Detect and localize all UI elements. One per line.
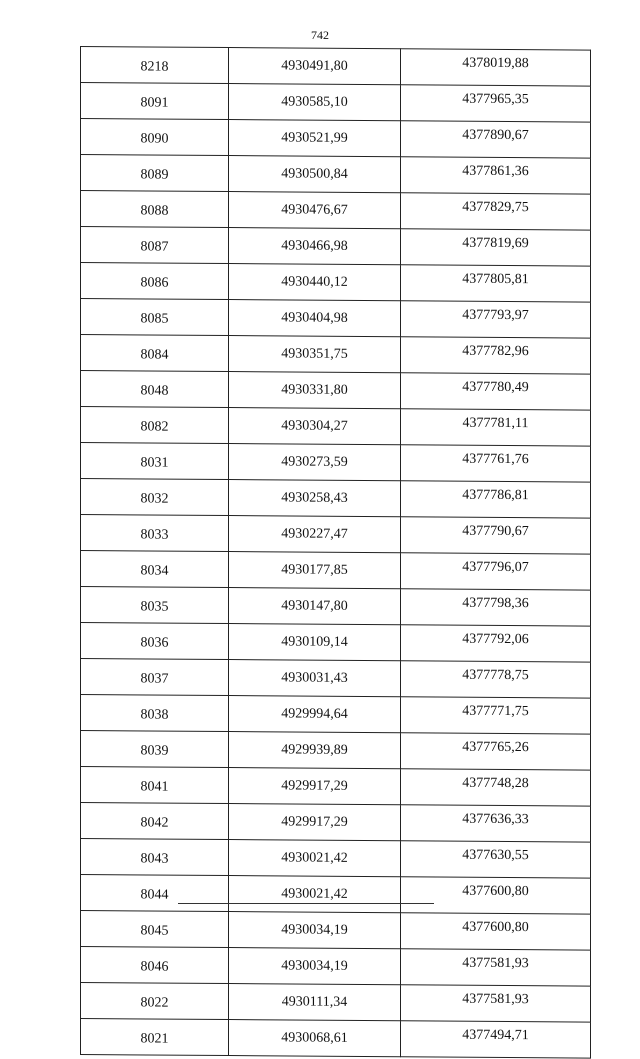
point-number-cell: 8044 (81, 875, 229, 912)
point-number-cell: 8034 (81, 551, 229, 588)
y-coordinate-cell: 4378019,88 (401, 49, 591, 86)
y-coordinate-cell: 4377581,93 (401, 985, 591, 1022)
y-coordinate-cell: 4377778,75 (401, 661, 591, 698)
y-coordinate-cell: 4377796,07 (401, 553, 591, 590)
x-coordinate-cell: 4930031,43 (229, 660, 401, 697)
point-number-cell: 8041 (81, 767, 229, 804)
table-row (81, 371, 591, 411)
point-number-cell: 8046 (81, 947, 229, 984)
y-coordinate-cell: 4377829,75 (401, 193, 591, 230)
x-coordinate-cell: 4930227,47 (229, 516, 401, 553)
table-row (81, 83, 591, 123)
point-number-cell: 8038 (81, 695, 229, 732)
coordinates-table-body (81, 47, 591, 1059)
y-coordinate-cell: 4377630,55 (401, 841, 591, 878)
table-row (81, 767, 591, 807)
point-number-cell: 8042 (81, 803, 229, 840)
x-coordinate-cell: 4930351,75 (229, 336, 401, 373)
table-row (81, 443, 591, 483)
point-number-cell: 8086 (81, 263, 229, 300)
point-number-cell: 8085 (81, 299, 229, 336)
y-coordinate-cell: 4377761,76 (401, 445, 591, 482)
y-coordinate-cell: 4377790,67 (401, 517, 591, 554)
point-number-cell: 8048 (81, 371, 229, 408)
table-row (81, 119, 591, 159)
table-row (81, 155, 591, 195)
y-coordinate-cell: 4377890,67 (401, 121, 591, 158)
x-coordinate-cell: 4930466,98 (229, 228, 401, 265)
y-coordinate-cell: 4377771,75 (401, 697, 591, 734)
x-coordinate-cell: 4930440,12 (229, 264, 401, 301)
y-coordinate-cell: 4377819,69 (401, 229, 591, 266)
point-number-cell: 8022 (81, 983, 229, 1020)
table-row (81, 587, 591, 627)
x-coordinate-cell: 4930331,80 (229, 372, 401, 409)
point-number-cell: 8031 (81, 443, 229, 480)
table-row (81, 875, 591, 915)
y-coordinate-cell: 4377965,35 (401, 85, 591, 122)
point-number-cell: 8087 (81, 227, 229, 264)
page-number: 742 (311, 28, 329, 42)
point-number-cell: 8043 (81, 839, 229, 876)
y-coordinate-cell: 4377636,33 (401, 805, 591, 842)
table-row (81, 839, 591, 879)
table-row (81, 191, 591, 231)
x-coordinate-cell: 4929917,29 (229, 768, 401, 805)
table-row (81, 479, 591, 519)
point-number-cell: 8088 (81, 191, 229, 228)
y-coordinate-cell: 4377600,80 (401, 877, 591, 914)
y-coordinate-cell: 4377782,96 (401, 337, 591, 374)
x-coordinate-cell: 4930109,14 (229, 624, 401, 661)
y-coordinate-cell: 4377786,81 (401, 481, 591, 518)
x-coordinate-cell: 4930304,27 (229, 408, 401, 445)
x-coordinate-cell: 4930021,42 (229, 840, 401, 877)
y-coordinate-cell: 4377494,71 (401, 1021, 591, 1058)
table-row (81, 227, 591, 267)
table-row (81, 695, 591, 735)
table-row (81, 551, 591, 591)
point-number-cell: 8091 (81, 83, 229, 120)
y-coordinate-cell: 4377861,36 (401, 157, 591, 194)
y-coordinate-cell: 4377805,81 (401, 265, 591, 302)
table-row (81, 299, 591, 339)
y-coordinate-cell: 4377781,11 (401, 409, 591, 446)
point-number-cell: 8039 (81, 731, 229, 768)
x-coordinate-cell: 4930491,80 (229, 48, 401, 85)
x-coordinate-cell: 4929939,89 (229, 732, 401, 769)
table-row (81, 659, 591, 699)
x-coordinate-cell: 4930258,43 (229, 480, 401, 517)
table-row (81, 47, 591, 87)
table-row (81, 263, 591, 303)
point-number-cell: 8033 (81, 515, 229, 552)
y-coordinate-cell: 4377798,36 (401, 589, 591, 626)
point-number-cell: 8036 (81, 623, 229, 660)
table-row (81, 731, 591, 771)
table-row (81, 515, 591, 555)
point-number-cell: 8021 (81, 1019, 229, 1056)
coordinates-table (80, 46, 591, 1059)
table-row (81, 623, 591, 663)
table-row (81, 803, 591, 843)
point-number-cell: 8089 (81, 155, 229, 192)
point-number-cell: 8084 (81, 335, 229, 372)
point-number-cell: 8045 (81, 911, 229, 948)
x-coordinate-cell: 4930404,98 (229, 300, 401, 337)
x-coordinate-cell: 4930500,84 (229, 156, 401, 193)
table-row (81, 947, 591, 987)
point-number-cell: 8032 (81, 479, 229, 516)
y-coordinate-cell: 4377792,06 (401, 625, 591, 662)
point-number-cell: 8035 (81, 587, 229, 624)
point-number-cell: 8090 (81, 119, 229, 156)
x-coordinate-cell: 4930476,67 (229, 192, 401, 229)
table-row (81, 983, 591, 1023)
point-number-cell: 8037 (81, 659, 229, 696)
x-coordinate-cell: 4930034,19 (229, 948, 401, 985)
x-coordinate-cell: 4930177,85 (229, 552, 401, 589)
table-row (81, 911, 591, 951)
y-coordinate-cell: 4377793,97 (401, 301, 591, 338)
y-coordinate-cell: 4377780,49 (401, 373, 591, 410)
y-coordinate-cell: 4377581,93 (401, 949, 591, 986)
x-coordinate-cell: 4930021,42 (229, 876, 401, 913)
x-coordinate-cell: 4929917,29 (229, 804, 401, 841)
coordinates-table-wrapper (80, 46, 590, 1059)
table-row (81, 407, 591, 447)
point-number-cell: 8082 (81, 407, 229, 444)
x-coordinate-cell: 4930068,61 (229, 1020, 401, 1057)
x-coordinate-cell: 4929994,64 (229, 696, 401, 733)
x-coordinate-cell: 4930111,34 (229, 984, 401, 1021)
x-coordinate-cell: 4930585,10 (229, 84, 401, 121)
x-coordinate-cell: 4930034,19 (229, 912, 401, 949)
x-coordinate-cell: 4930273,59 (229, 444, 401, 481)
bottom-rule (178, 903, 434, 904)
x-coordinate-cell: 4930521,99 (229, 120, 401, 157)
y-coordinate-cell: 4377765,26 (401, 733, 591, 770)
y-coordinate-cell: 4377748,28 (401, 769, 591, 806)
x-coordinate-cell: 4930147,80 (229, 588, 401, 625)
table-row (81, 1019, 591, 1059)
y-coordinate-cell: 4377600,80 (401, 913, 591, 950)
table-row (81, 335, 591, 375)
point-number-cell: 8218 (81, 47, 229, 84)
